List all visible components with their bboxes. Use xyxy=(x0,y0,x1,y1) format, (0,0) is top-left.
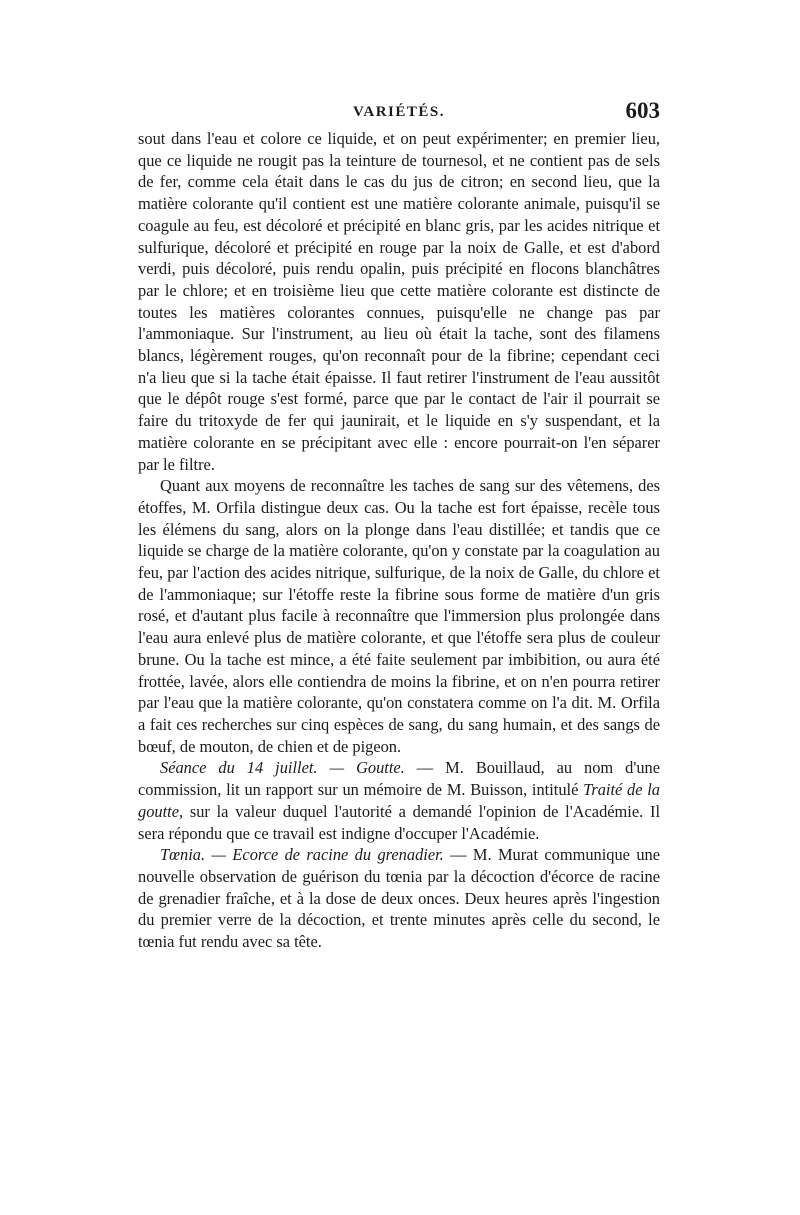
body-text xyxy=(138,128,660,953)
paragraph-seance-goutte xyxy=(138,757,660,844)
section-text-taenia: — M. Murat communique une nouvelle observation de guérison du tœnia par la décoction d'écorce de racine de grenadier fraîche, et à la dose de deux onces. Deux heures après l'ingestion du premier verre de la décoction, et trente minutes après celle du second, le tœnia fut rendu avec sa tête. xyxy=(138,845,660,952)
section-title-taenia: Tœnia. — Ecorce de racine du grenadier. xyxy=(160,845,444,865)
page-header xyxy=(138,98,660,130)
running-title: VARIÉTÉS. xyxy=(352,104,445,120)
paragraph-blood-stains: Quant aux moyens de reconnaître les taches de sang sur des vêtemens, des étoffes, M. Orfila distingue deux cas. Ou la tache est fort épaisse, recèle tous les élémens du sang, alors on la plonge dans l'eau distillée; et tandis que ce liquide se charge de la matière colorante, qu'on y constate par la coagulation au feu, par l'action des acides nitrique, sulfurique, de la noix de Galle, du chlore et de l'ammoniaque; sur l'étoffe reste la fibrine sous forme de matière d'un gris rosé, et d'autant plus facile à reconnaître que l'immersion plus prolongée dans l'eau aura enlevé plus de matière colorante, et que l'étoffe sera plus de couleur brune. Ou la tache est mince, a été faite seulement par imbibition, ou aura été frottée, lavée, alors elle contiendra de moins la fibrine, et on n'en pourra retirer par l'eau que la matière colorante, qu'on constatera comme on l'a dit. M. Orfila a fait ces recherches sur cinq espèces de sang, du sang humain, et des sangs de bœuf, de mouton, de chien et de pigeon. xyxy=(138,476,660,756)
section-text-goutte-end: , sur la valeur duquel l'autorité a demandé l'opinion de l'Académie. Il sera répondu que ce travail est indigne d'occuper l'Académie. xyxy=(138,801,660,843)
paragraph-taenia xyxy=(138,844,660,953)
paragraph-continuation: sout dans l'eau et colore ce liquide, et on peut expérimenter; en premier lieu, que ce liquide ne rougit pas la teinture de tournesol, et ne contient pas de sels de fer, comme cela était dans le cas du jus de citron; en second lieu, que la matière colorante qu'il contient est une matière colorante animale, puisqu'il se coagule au feu, est décoloré et précipité en blanc gris, par les acides nitrique et sulfurique, décoloré et précipité en rouge par la noix de Galle, et est d'abord verdi, puis décoloré, puis rendu opalin, puis précipité en flocons blanchâtres par le chlore; et en troisième lieu que cette matière colorante est distincte de toutes les matières colorantes connues, puisqu'elle ne change pas par l'ammoniaque. Sur l'instrument, au lieu où était la tache, sont des filamens blancs, légèrement rouges, qu'on reconnaît pour de la fibrine; cependant ceci n'a lieu que si la tache était épaisse. Il faut retirer l'instrument de l'eau aussitôt que le dépôt rouge s'est formé, parce que par le contact de l'air il pourrait se faire du tritoxyde de fer qui jaunirait, et le liquide en s'y suspendant, et la matière colorante en se précipitant avec elle : encore pourrait-on l'en séparer par le filtre. xyxy=(138,129,660,474)
section-title-goutte: Séance du 14 juillet. — Goutte. xyxy=(160,758,405,778)
page-number: 603 xyxy=(625,98,660,123)
book-title-traite: Traité de la goutte xyxy=(138,780,660,821)
section-text-goutte: — M. Bouillaud, au nom d'une commission, lit un rapport sur un mémoire de M. Buisson, intitulé xyxy=(138,758,660,800)
